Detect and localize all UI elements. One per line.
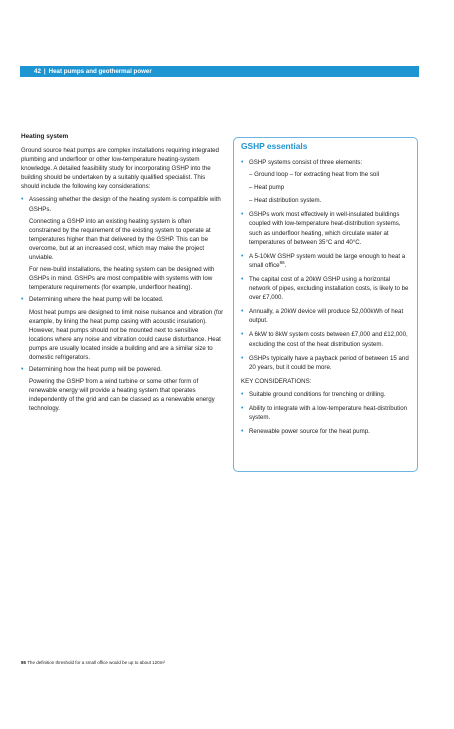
key-consideration-item <box>241 404 409 422</box>
consideration-paragraph: Connecting a GSHP into an existing heating system is often constrained by the requirement of the existing system to operate at temperatures higher than that delivered by the GSHP. This can be overcome, but at an increased cost, which may make the project unviable. <box>29 217 211 262</box>
bullet-icon: • <box>241 354 244 362</box>
bullet-icon: • <box>241 252 244 260</box>
essentials-item <box>241 307 409 325</box>
key-consideration-item <box>241 390 409 399</box>
consideration-paragraph: For new-build installations, the heating system can be designed with GSHPs in mind. GSHPs are most compatible with systems with low temperature requirements (for example, underfloor heating). <box>29 266 215 292</box>
essentials-text: A 6kW to 8kW system costs between £7,000 and £12,000, excluding the cost of the heat distribution system. <box>249 331 408 348</box>
essentials-text: GSHPs work most effectively in well-insulated buildings coupled with low-temperature heat-distribution systems, such as underfloor heating, which circulate water at temperatures of between 35°C and 40°C. <box>249 211 401 246</box>
section-heading: Heating system <box>21 133 69 140</box>
consideration-lead: Determining where the heat pump will be located. <box>29 296 164 304</box>
key-consideration-text: Suitable ground conditions for trenching or drilling. <box>249 390 386 398</box>
key-consideration-item <box>241 427 409 436</box>
key-considerations-list <box>241 390 409 436</box>
main-text-column <box>21 133 224 417</box>
essentials-item <box>241 275 409 302</box>
bullet-icon: • <box>241 428 244 436</box>
header-separator: | <box>43 68 46 75</box>
bullet-icon: • <box>241 331 244 339</box>
footnote-number: 86 <box>21 660 27 665</box>
element-subitem: – Heat distribution system. <box>249 197 322 205</box>
element-sublist <box>249 170 409 205</box>
consideration-item <box>21 295 224 362</box>
essentials-item <box>241 158 409 205</box>
consideration-lead: Assessing whether the design of the heating system is compatible with GSHPs. <box>29 196 221 213</box>
essentials-list <box>241 158 409 372</box>
element-subitem: – Ground loop – for extracting heat from the soil <box>249 171 380 179</box>
consideration-lead: Determining how the heat pump will be powered. <box>29 366 162 374</box>
consideration-item <box>21 195 224 292</box>
consideration-paragraph: Powering the GSHP from a wind turbine or some other form of renewable energy will provide a heating system that operates independently of the grid and can be classed as a renewable energy technology. <box>29 378 215 413</box>
essentials-item <box>241 354 409 372</box>
footnote <box>21 660 321 666</box>
consideration-paragraph: Most heat pumps are designed to limit noise nuisance and vibration (for example, by lining the heat pump casing with acoustic insulation). However, heat pumps should not be mounted next to sensitive locations where any noise and vibration could cause disturbance. Heat pumps are usually located inside a building and are a similar size to domestic refrigerators. <box>29 308 224 361</box>
essentials-item <box>241 330 409 348</box>
bullet-icon: • <box>21 196 24 204</box>
bullet-icon: • <box>241 159 244 166</box>
consideration-item <box>21 365 224 413</box>
essentials-item <box>241 252 409 270</box>
bullet-icon: • <box>241 390 244 398</box>
sentence-end: . <box>284 261 287 269</box>
box-title: GSHP essentials <box>241 141 308 151</box>
footnote-text: The definition threshold for a small office would be up to about 120m² <box>27 660 165 665</box>
bullet-icon: • <box>241 404 244 412</box>
key-consideration-text: Renewable power source for the heat pump. <box>249 428 370 436</box>
gshp-essentials-box <box>233 137 418 472</box>
element-subitem: – Heat pump <box>249 184 285 192</box>
bullet-icon: • <box>241 211 244 219</box>
page-number: 42 <box>34 68 41 75</box>
essentials-text: A 5-10kW GSHP system would be large enough to heat a small office <box>249 252 406 269</box>
bullet-icon: • <box>241 275 244 283</box>
essentials-text: The capital cost of a 20kW GSHP using a horizontal network of pipes, excluding installation costs, is likely to be over £7,000. <box>249 275 409 302</box>
essentials-item <box>241 210 409 246</box>
considerations-list <box>21 195 224 413</box>
essentials-text: Annually, a 20kW device will produce 52,000kWh of heat output. <box>249 308 404 325</box>
essentials-text: GSHPs typically have a payback period of between 15 and 20 years, but it could be more. <box>249 354 409 371</box>
bullet-icon: • <box>21 296 24 304</box>
bullet-icon: • <box>21 366 24 374</box>
chapter-title: Heat pumps and geothermal power <box>48 68 152 75</box>
intro-paragraph: Ground source heat pumps are complex installations requiring integrated plumbing and underfloor or other low-temperature heating-system knowledge. A detailed feasibility study for incorporating GSHP into the building should be undertaken by a suitably qualified specialist. This should include the following key considerations: <box>21 147 219 191</box>
essentials-text: GSHP systems consist of three elements: <box>249 159 363 166</box>
key-considerations-label: KEY CONSIDERATIONS: <box>241 377 312 385</box>
running-header <box>20 66 419 77</box>
bullet-icon: • <box>241 308 244 316</box>
key-consideration-text: Ability to integrate with a low-temperature heat-distribution system. <box>249 404 408 422</box>
footnote-reference: 86 <box>279 259 285 265</box>
